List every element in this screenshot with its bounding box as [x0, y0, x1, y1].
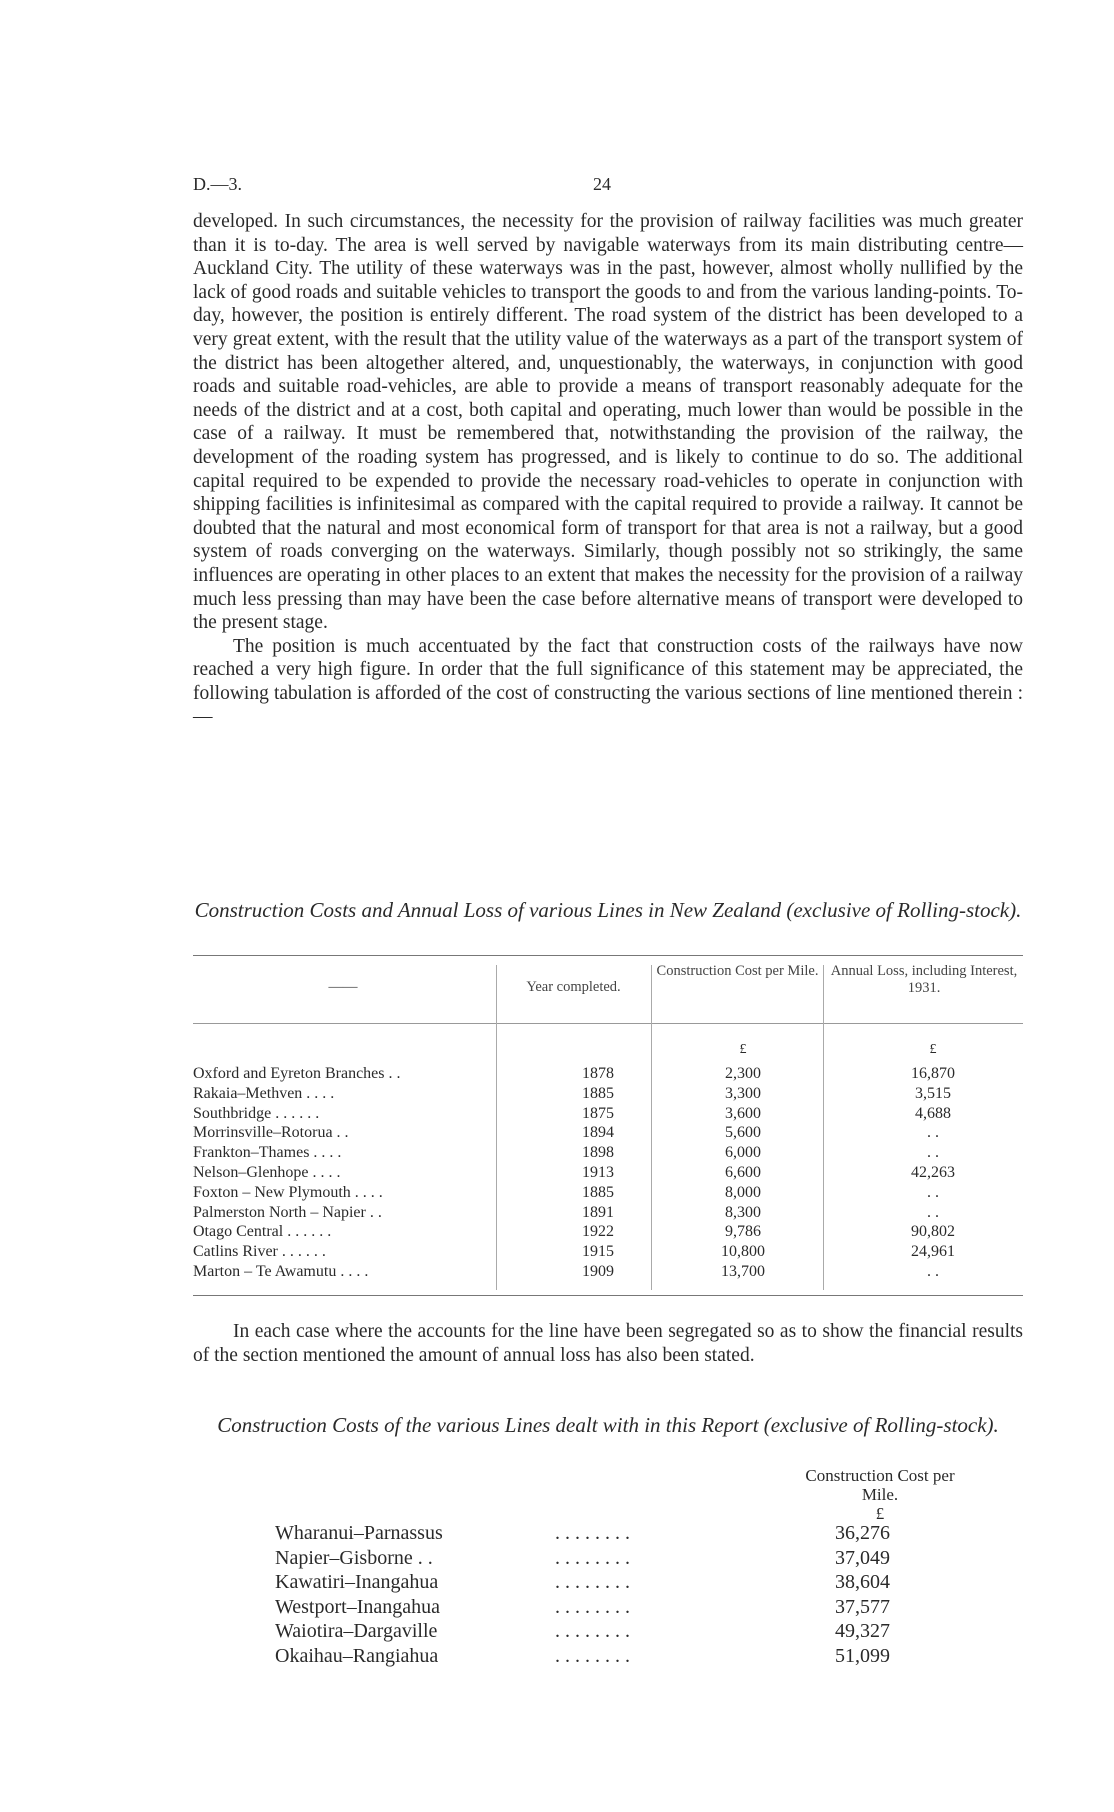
table-row [193, 1104, 1023, 1124]
cost-per-mile: 49,327 [835, 1620, 890, 1642]
annual-loss: 3,515 [915, 1084, 951, 1102]
cost-per-mile: 36,276 [835, 1522, 890, 1544]
line-name: Oxford and Eyreton Branches . . [193, 1065, 401, 1082]
line-name: Palmerston North – Napier . . [193, 1203, 382, 1221]
page-header [193, 174, 1023, 196]
line-name: Westport–Inangahua [275, 1595, 440, 1618]
table-row [275, 1546, 995, 1571]
year-completed: 1913 [582, 1163, 614, 1181]
annual-loss: . . [927, 1124, 939, 1142]
table-rule-header [193, 1023, 1023, 1024]
year-completed: 1875 [582, 1104, 614, 1122]
body-text [193, 210, 1023, 729]
line-name: Southbridge . . . . . . [193, 1104, 320, 1122]
table-row [193, 1084, 1023, 1104]
line-name: Napier–Gisborne . . [275, 1546, 433, 1569]
annual-loss: 4,688 [915, 1104, 951, 1122]
cost-per-mile: 6,000 [725, 1144, 761, 1162]
annual-loss: . . [927, 1144, 939, 1162]
table-row [275, 1595, 995, 1620]
cost-unit: £ [739, 1042, 747, 1057]
leader-dots: . . . . . . . . [555, 1571, 630, 1593]
table-row [193, 1123, 1023, 1143]
construction-costs-table [193, 955, 1023, 1300]
paragraph-1: developed. In such circumstances, the necessity for the provision of railway facilities was much greater than it is to-day. The area is well served by navigable waterways from its main distributing centre—Auckland City. The utility of these waterways was in the past, however, almost wholly nullified by the lack of good roads and suitable vehicles to transport the goods to and from the various landing-points. To-day, however, the position is entirely different. The road system of the district has been developed to a very great extent, with the result that the utility value of the waterways as a part of the transport system of the district has been altogether altered, and, unquestionably, the waterways, in conjunction with good roads and suitable road-vehicles, are able to provide a means of transport reasonably adequate for the needs of the district and at a cost, both capital and operating, much lower than would be possible in the case of a railway. It must be remembered that, notwithstanding the provision of the railway, the development of the roading system has progressed, and is likely to continue to do so. The additional capital required to be expended to provide the necessary road-vehicles to operate in conjunction with shipping facilities is infinitesimal as compared with the capital required to provide a railway. It cannot be doubted that the natural and most economical form of transport for that area is not a railway, but a good system of roads converging on the waterways. Similarly, though possibly not so strikingly, the same influences are operating in other places to an extent that makes the necessity for the provision of a railway much less pressing than may have been the case before alternative means of transport were developed to the present stage. [193, 211, 1023, 634]
cost-per-mile: 3,600 [725, 1104, 761, 1122]
annual-loss: 16,870 [911, 1065, 955, 1082]
line-name: Morrinsville–Rotorua . . [193, 1124, 349, 1142]
cost-per-mile: 8,000 [725, 1183, 761, 1201]
cost-per-mile: 5,600 [725, 1124, 761, 1142]
cost-unit: £ [875, 1504, 885, 1523]
loss-unit: £ [929, 1042, 937, 1057]
leader-dots: . . . . . . . . [555, 1595, 630, 1618]
year-completed: 1915 [582, 1243, 614, 1261]
annual-loss: . . [927, 1203, 939, 1221]
annual-loss: 42,263 [911, 1163, 955, 1181]
cost-per-mile: 13,700 [721, 1262, 765, 1280]
cost-per-mile: 51,099 [835, 1644, 890, 1667]
annual-loss: . . [927, 1262, 939, 1280]
table-row [193, 1242, 1023, 1262]
year-completed: 1885 [582, 1084, 614, 1102]
year-completed: 1891 [582, 1203, 614, 1221]
table2-header [800, 1466, 960, 1523]
table-row [193, 1262, 1023, 1282]
cost-per-mile: 38,604 [835, 1571, 890, 1593]
column-header-year: Year completed. [526, 979, 621, 995]
cost-per-mile: 6,600 [725, 1163, 761, 1181]
year-completed: 1878 [582, 1065, 614, 1082]
table1-title: Construction Costs and Annual Loss of various Lines in New Zealand (exclusive of Rolling-stock). [194, 898, 1022, 922]
line-name: Otago Central . . . . . . [193, 1223, 332, 1241]
line-name: Wharanui–Parnassus [275, 1522, 443, 1544]
column-header-cost: Construction Cost per Mile. [805, 1466, 955, 1504]
leader-dots: . . . . . . . . [555, 1546, 630, 1569]
line-name: Okaihau–Rangiahua [275, 1644, 439, 1667]
table-row [193, 1183, 1023, 1203]
page-number: 24 [593, 174, 611, 194]
cost-per-mile: 37,577 [835, 1595, 890, 1618]
table-body [193, 1064, 1023, 1282]
column-header-name: —— [328, 979, 358, 995]
line-name: Catlins River . . . . . . [193, 1243, 326, 1261]
table2-title: Construction Costs of the various Lines dealt with in this Report (exclusive of Rolling-stock). [217, 1413, 999, 1437]
line-name: Frankton–Thames . . . . [193, 1144, 342, 1162]
paragraph-2: The position is much accentuated by the fact that construction costs of the railways have now reached a very high figure. In order that the full significance of this statement may be appreciated, the following tabulation is afforded of the cost of constructing the various sections of line mentioned therein :— [193, 635, 1023, 728]
cost-per-mile: 8,300 [725, 1203, 761, 1221]
annual-loss: 90,802 [911, 1223, 955, 1241]
table-row [193, 1163, 1023, 1183]
line-name: Nelson–Glenhope . . . . [193, 1163, 341, 1181]
line-name: Marton – Te Awamutu . . . . [193, 1262, 369, 1280]
column-header-cost: Construction Cost per Mile. [656, 963, 819, 979]
year-completed: 1922 [582, 1223, 614, 1241]
cost-per-mile: 2,300 [725, 1065, 761, 1082]
column-header-loss: Annual Loss, including Interest, 1931. [830, 963, 1018, 996]
table-row [275, 1644, 995, 1669]
report-lines-table [275, 1521, 995, 1668]
year-completed: 1885 [582, 1183, 614, 1201]
cost-per-mile: 10,800 [721, 1243, 765, 1261]
leader-dots: . . . . . . . . [555, 1522, 630, 1544]
line-name: Foxton – New Plymouth . . . . [193, 1183, 383, 1201]
annual-loss: . . [927, 1183, 939, 1201]
annual-loss: 24,961 [911, 1243, 955, 1261]
line-name: Waiotira–Dargaville [275, 1620, 438, 1642]
table-rule-top [193, 955, 1023, 956]
year-completed: 1894 [582, 1124, 614, 1142]
line-name: Rakaia–Methven . . . . [193, 1084, 335, 1102]
line-name: Kawatiri–Inangahua [275, 1571, 439, 1593]
table-rule-bottom [193, 1295, 1023, 1296]
table-row [193, 1203, 1023, 1223]
table-row [275, 1570, 995, 1595]
year-completed: 1898 [582, 1144, 614, 1162]
document-reference: D.—3. [193, 174, 242, 194]
cost-per-mile: 3,300 [725, 1084, 761, 1102]
table-row [193, 1222, 1023, 1242]
table-row [275, 1521, 995, 1546]
year-completed: 1909 [582, 1262, 614, 1280]
body-text-2 [193, 1320, 1023, 1367]
leader-dots: . . . . . . . . [555, 1644, 630, 1667]
table-row [193, 1143, 1023, 1163]
cost-per-mile: 9,786 [725, 1223, 761, 1241]
table-row [275, 1619, 995, 1644]
table-row [193, 1064, 1023, 1084]
cost-per-mile: 37,049 [835, 1546, 890, 1569]
paragraph-3: In each case where the accounts for the line have been segregated so as to show the financial results of the section mentioned the amount of annual loss has also been stated. [193, 1321, 1023, 1366]
leader-dots: . . . . . . . . [555, 1620, 630, 1642]
